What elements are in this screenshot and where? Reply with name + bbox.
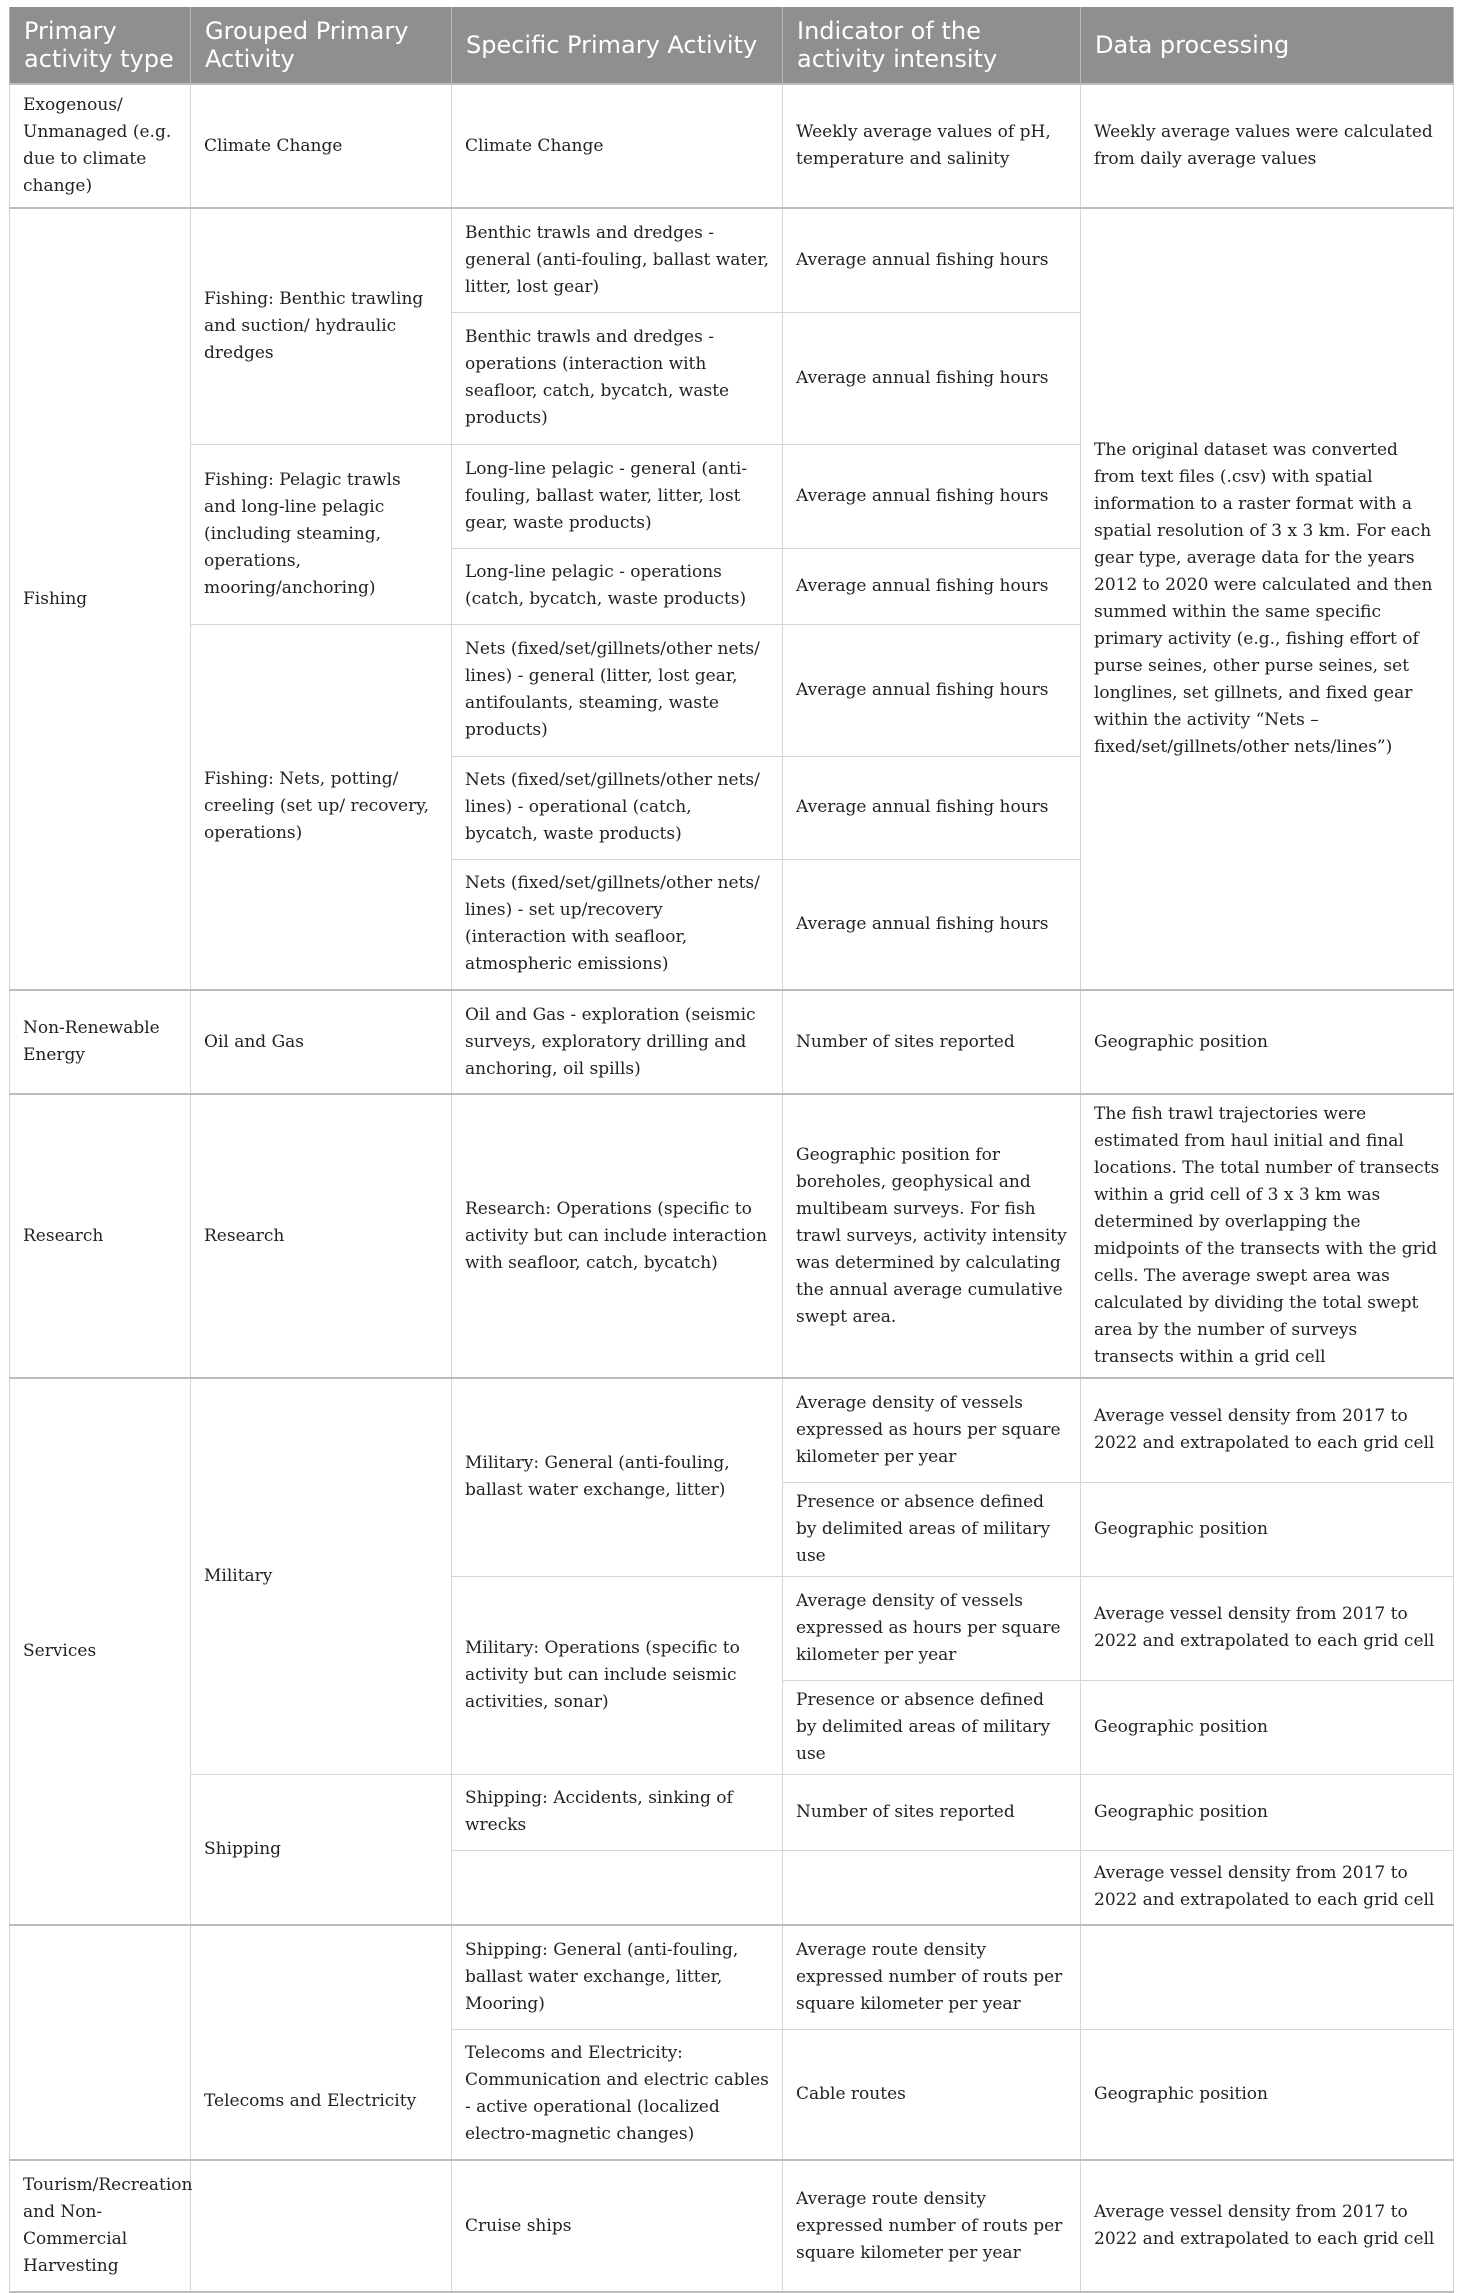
cell-processing: Average vessel density from 2017 to 2022 and extrapolated to each grid cell (1081, 1850, 1454, 1925)
table-row (10, 208, 1454, 312)
cell-specific: Military: General (anti-fouling, ballast water exchange, litter) (452, 1378, 783, 1576)
cell-specific: Nets (fixed/set/gillnets/other nets/ lines) - general (litter, lost gear, antifoulants, steaming, waste products) (452, 624, 783, 756)
cell-processing: Geographic position (1081, 2029, 1454, 2160)
table-row (10, 1378, 1454, 1482)
cell-grouped: Fishing: Benthic trawling and suction/ hydraulic dredges (191, 208, 452, 444)
table-row (10, 2160, 1454, 2292)
cell-specific: Telecoms and Electricity: Communication and electric cables - active operational (localized electro-magnetic changes) (452, 2029, 783, 2160)
cell-processing: The fish trawl trajectories were estimated from haul initial and final locations. The total number of transects within a grid cell of 3 x 3 km was determined by overlapping the midpoints of the transects with the grid cells. The average swept area was calculated by dividing the total swept area by the number of surveys transects within a grid cell (1081, 1094, 1454, 1378)
cell-specific: Nets (fixed/set/gillnets/other nets/ lines) - operational (catch, bycatch, waste products) (452, 756, 783, 859)
cell-grouped: Oil and Gas (191, 990, 452, 1094)
cell-processing: Average vessel density from 2017 to 2022 and extrapolated to each grid cell (1081, 1378, 1454, 1482)
cell-indicator: Weekly average values of pH, temperature and salinity (783, 84, 1081, 208)
cell-primary-type: Tourism/Recreation and Non-Commercial Harvesting (10, 2160, 191, 2292)
table-row (10, 1094, 1454, 1378)
cell-processing-empty (1081, 1925, 1454, 2029)
cell-indicator: Average route density expressed number of routs per square kilometer per year (783, 1925, 1081, 2029)
header-primary-activity-type: Primary activity type (10, 7, 191, 84)
cell-indicator: Geographic position for boreholes, geophysical and multibeam surveys. For fish trawl surveys, activity intensity was determined by calculating the annual average cumulative swept area. (783, 1094, 1081, 1378)
header-grouped-primary-activity: Grouped Primary Activity (191, 7, 452, 84)
cell-specific: Climate Change (452, 84, 783, 208)
cell-specific: Long-line pelagic - operations (catch, bycatch, waste products) (452, 548, 783, 624)
cell-processing: Geographic position (1081, 990, 1454, 1094)
cell-grouped: Climate Change (191, 84, 452, 208)
cell-indicator: Average density of vessels expressed as hours per square kilometer per year (783, 1576, 1081, 1680)
cell-indicator: Presence or absence defined by delimited areas of military use (783, 1482, 1081, 1576)
cell-processing: Weekly average values were calculated from daily average values (1081, 84, 1454, 208)
cell-indicator: Cable routes (783, 2029, 1081, 2160)
cell-primary-type: Non-Renewable Energy (10, 990, 191, 1094)
cell-specific: Shipping: Accidents, sinking of wrecks (452, 1774, 783, 1850)
cell-processing: Geographic position (1081, 1774, 1454, 1850)
cell-grouped-empty (191, 2160, 452, 2292)
cell-specific: Benthic trawls and dredges - operations (interaction with seafloor, catch, bycatch, waste products) (452, 312, 783, 444)
header-data-processing: Data processing (1081, 7, 1454, 84)
cell-indicator: Average annual fishing hours (783, 444, 1081, 548)
cell-grouped: Fishing: Nets, potting/ creeling (set up/ recovery, operations) (191, 624, 452, 990)
cell-specific: Benthic trawls and dredges - general (anti-fouling, ballast water, litter, lost gear) (452, 208, 783, 312)
cell-primary-type: Research (10, 1094, 191, 1378)
activity-table (9, 7, 1454, 2293)
cell-specific: Research: Operations (specific to activity but can include interaction with seafloor, catch, bycatch) (452, 1094, 783, 1378)
cell-indicator-empty (783, 1850, 1081, 1925)
cell-indicator: Presence or absence defined by delimited areas of military use (783, 1680, 1081, 1774)
header-indicator: Indicator of the activity intensity (783, 7, 1081, 84)
cell-processing: Average vessel density from 2017 to 2022 and extrapolated to each grid cell (1081, 2160, 1454, 2292)
cell-specific: Nets (fixed/set/gillnets/other nets/ lines) - set up/recovery (interaction with seafloor, atmospheric emissions) (452, 859, 783, 990)
cell-specific: Long-line pelagic - general (anti-fouling, ballast water, litter, lost gear, waste products) (452, 444, 783, 548)
header-row (10, 7, 1454, 84)
cell-indicator: Average annual fishing hours (783, 312, 1081, 444)
cell-primary-type-empty (10, 1925, 191, 2160)
cell-specific: Shipping: General (anti-fouling, ballast water exchange, litter, Mooring) (452, 1925, 783, 2029)
cell-processing: Geographic position (1081, 1680, 1454, 1774)
cell-indicator: Average annual fishing hours (783, 208, 1081, 312)
cell-indicator: Number of sites reported (783, 1774, 1081, 1850)
cell-primary-type: Services (10, 1378, 191, 1925)
cell-primary-type: Exogenous/ Unmanaged (e.g. due to climate change) (10, 84, 191, 208)
table-row (10, 1774, 1454, 1850)
cell-indicator: Average route density expressed number of routs per square kilometer per year (783, 2160, 1081, 2292)
cell-specific: Cruise ships (452, 2160, 783, 2292)
cell-grouped: Research (191, 1094, 452, 1378)
cell-grouped: Military (191, 1378, 452, 1774)
cell-primary-type: Fishing (10, 208, 191, 990)
cell-processing: The original dataset was converted from text files (.csv) with spatial information to a raster format with a spatial resolution of 3 x 3 km. For each gear type, average data for the years 2012 to 2020 were calculated and then summed within the same specific primary activity (e.g., fishing effort of purse seines, other purse seines, set longlines, set gillnets, and fixed gear within the activity “Nets – fixed/set/gillnets/other nets/lines”) (1081, 208, 1454, 990)
cell-grouped: Telecoms and Electricity (191, 1925, 452, 2160)
cell-indicator: Average annual fishing hours (783, 548, 1081, 624)
cell-grouped: Shipping (191, 1774, 452, 1925)
cell-indicator: Average annual fishing hours (783, 859, 1081, 990)
cell-indicator: Average density of vessels expressed as hours per square kilometer per year (783, 1378, 1081, 1482)
table-row (10, 990, 1454, 1094)
cell-indicator: Number of sites reported (783, 990, 1081, 1094)
cell-processing: Geographic position (1081, 1482, 1454, 1576)
header-specific-primary-activity: Specific Primary Activity (452, 7, 783, 84)
cell-indicator: Average annual fishing hours (783, 756, 1081, 859)
cell-indicator: Average annual fishing hours (783, 624, 1081, 756)
cell-grouped: Fishing: Pelagic trawls and long-line pelagic (including steaming, operations, mooring/anchoring) (191, 444, 452, 624)
cell-processing: Average vessel density from 2017 to 2022 and extrapolated to each grid cell (1081, 1576, 1454, 1680)
cell-specific: Military: Operations (specific to activity but can include seismic activities, sonar) (452, 1576, 783, 1774)
table-row (10, 1925, 1454, 2029)
table-row (10, 84, 1454, 208)
cell-specific-empty (452, 1850, 783, 1925)
cell-specific: Oil and Gas - exploration (seismic surveys, exploratory drilling and anchoring, oil spills) (452, 990, 783, 1094)
